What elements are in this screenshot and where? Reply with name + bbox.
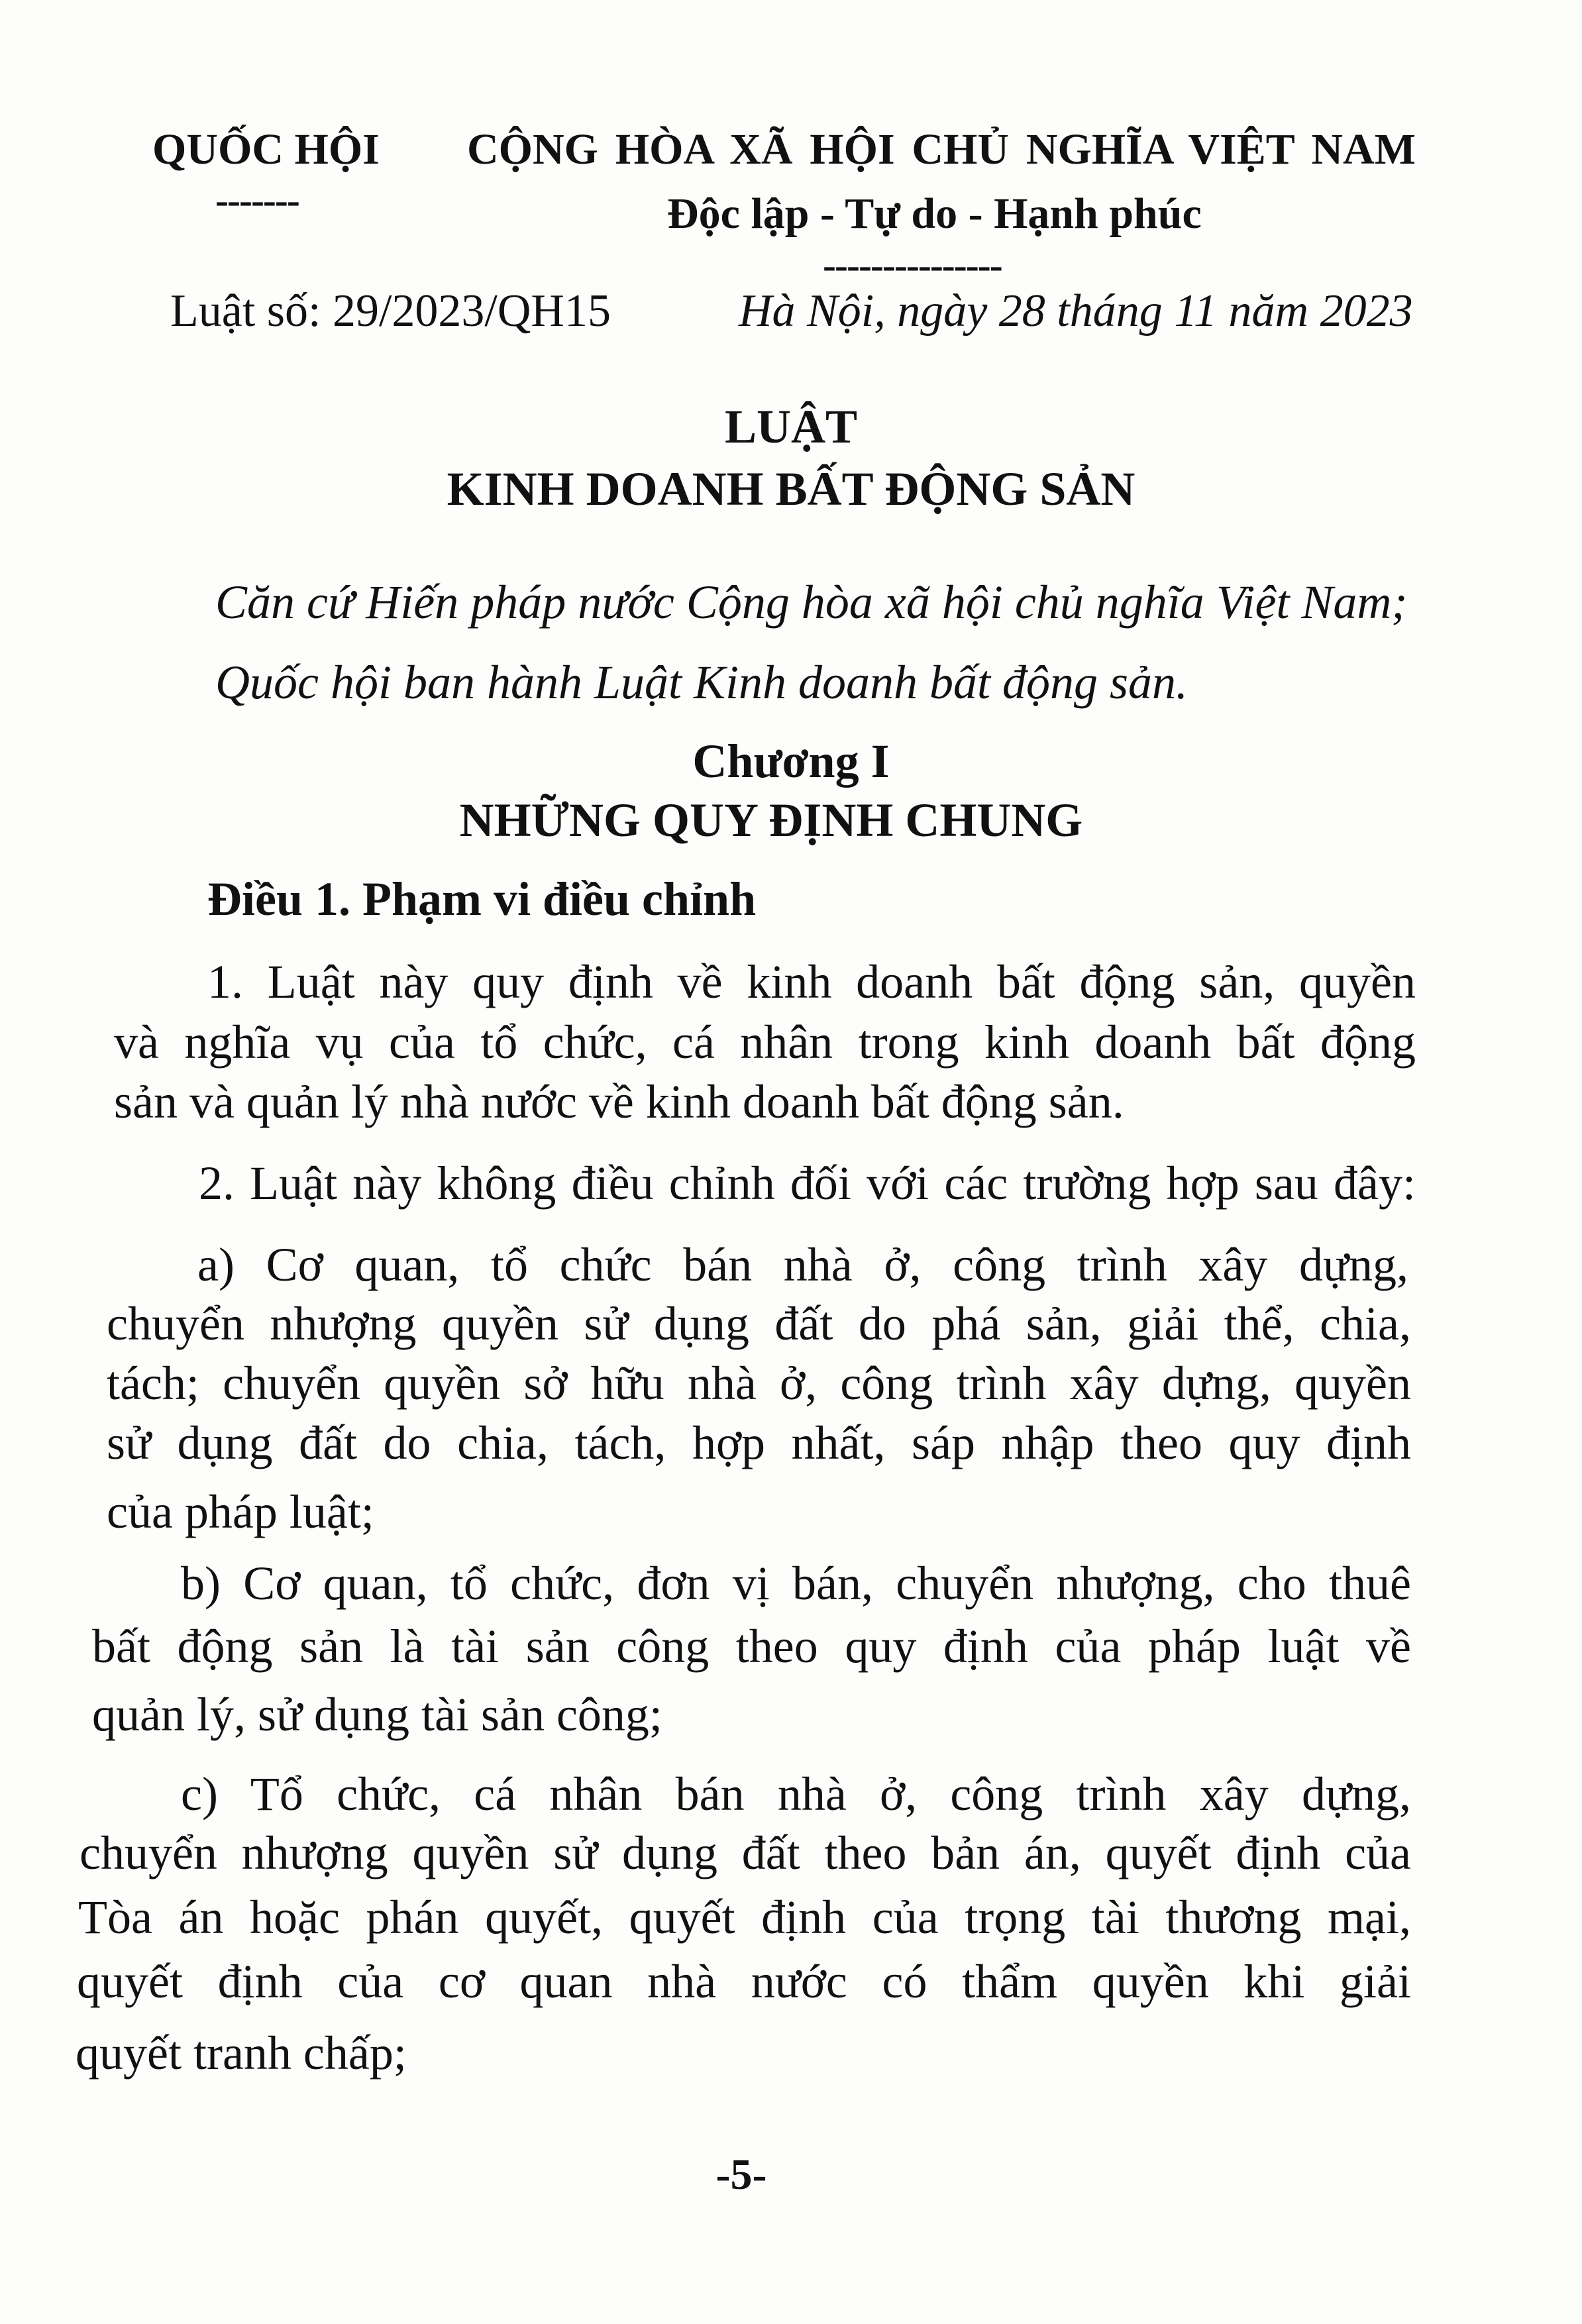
point-b-line: quản lý, sử dụng tài sản công; <box>92 1688 662 1741</box>
point-a-line: a) Cơ quan, tổ chức bán nhà ở, công trình xây dựng, <box>197 1238 1408 1291</box>
law-title: KINH DOANH BẤT ĐỘNG SẢN <box>447 462 1135 515</box>
document-type: LUẬT <box>724 400 858 453</box>
point-c-line: quyết tranh chấp; <box>76 2027 407 2080</box>
issuer: QUỐC HỘI <box>152 125 380 174</box>
clause-1-line: sản và quản lý nhà nước về kinh doanh bất động sản. <box>114 1075 1124 1128</box>
law-number: Luật số: 29/2023/QH15 <box>170 286 611 337</box>
motto: Độc lập - Tự do - Hạnh phúc <box>667 189 1202 238</box>
point-c-line: Tòa án hoặc phán quyết, quyết định của trọng tài thương mại, <box>78 1891 1411 1944</box>
chapter-number: Chương I <box>692 735 890 788</box>
clause-1-line: và nghĩa vụ của tổ chức, cá nhân trong kinh doanh bất động <box>114 1016 1416 1069</box>
page-number: -5- <box>715 2150 767 2199</box>
point-c-line: quyết định của cơ quan nhà nước có thẩm quyền khi giải <box>77 1955 1411 2008</box>
point-b-line: b) Cơ quan, tổ chức, đơn vị bán, chuyển nhượng, cho thuê <box>181 1557 1411 1610</box>
country-name: CỘNG HÒA XÃ HỘI CHỦ NGHĨA VIỆT NAM <box>467 125 1416 174</box>
point-a-line: tách; chuyển quyền sở hữu nhà ở, công trình xây dựng, quyền <box>107 1357 1411 1410</box>
place-date: Hà Nội, ngày 28 tháng 11 năm 2023 <box>739 286 1413 337</box>
clause-2-line: 2. Luật này không điều chỉnh đối với các trường hợp sau đây: <box>199 1157 1416 1210</box>
issuer-underline: ------- <box>215 178 299 222</box>
clause-1-line: 1. Luật này quy định về kinh doanh bất động sản, quyền <box>207 955 1416 1008</box>
preamble-line: Quốc hội ban hành Luật Kinh doanh bất động sản. <box>215 656 1188 709</box>
point-b-line: bất động sản là tài sản công theo quy định của pháp luật về <box>92 1620 1411 1673</box>
point-c-line: chuyển nhượng quyền sử dụng đất theo bản án, quyết định của <box>79 1826 1411 1879</box>
article-heading: Điều 1. Phạm vi điều chỉnh <box>207 872 757 925</box>
motto-underline: --------------- <box>823 243 1002 287</box>
preamble-line: Căn cứ Hiến pháp nước Cộng hòa xã hội chủ nghĩa Việt Nam; <box>215 576 1408 629</box>
point-a-line: sử dụng đất do chia, tách, hợp nhất, sáp nhập theo quy định <box>107 1416 1411 1469</box>
point-c-line: c) Tổ chức, cá nhân bán nhà ở, công trình xây dựng, <box>181 1768 1411 1821</box>
point-a-line: của pháp luật; <box>107 1485 374 1538</box>
point-a-line: chuyển nhượng quyền sử dụng đất do phá sản, giải thể, chia, <box>107 1297 1411 1350</box>
chapter-title: NHỮNG QUY ĐỊNH CHUNG <box>459 794 1083 847</box>
